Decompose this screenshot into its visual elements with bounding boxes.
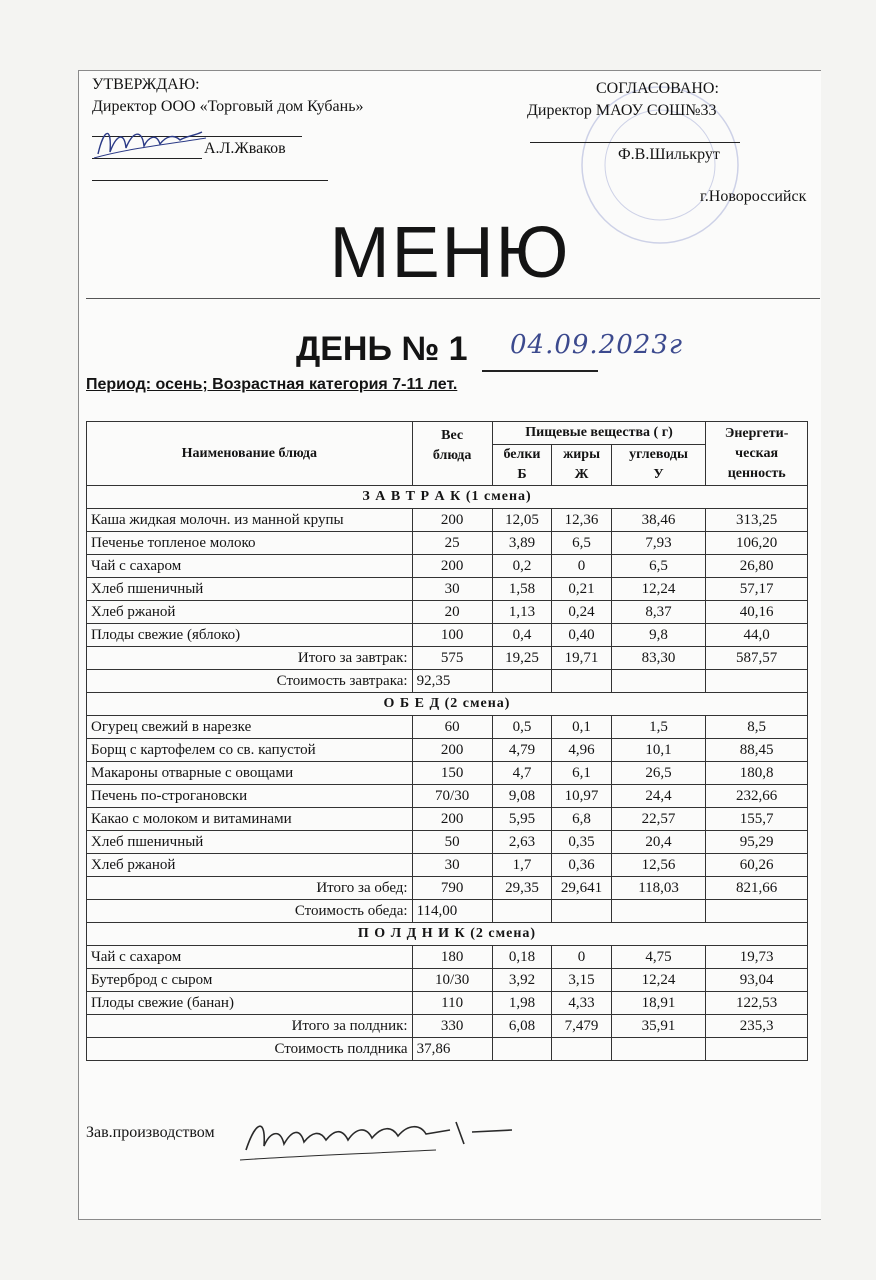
total-p: 19,25 bbox=[492, 647, 552, 670]
dish-name: Какао с молоком и витаминами bbox=[87, 808, 413, 831]
cell-w: 30 bbox=[412, 854, 492, 877]
col-name: Наименование блюда bbox=[87, 422, 413, 486]
col-weight bbox=[412, 422, 492, 486]
dish-name: Каша жидкая молочн. из манной крупы bbox=[87, 509, 413, 532]
cell-p: 0,5 bbox=[492, 716, 552, 739]
cell-w: 20 bbox=[412, 601, 492, 624]
col-fat bbox=[552, 445, 612, 486]
col-weight-bottom: блюда bbox=[432, 448, 472, 463]
dish-name: Плоды свежие (банан) bbox=[87, 992, 413, 1015]
dish-name: Макароны отварные с овощами bbox=[87, 762, 413, 785]
total-label: Итого за полдник: bbox=[87, 1015, 413, 1038]
cell-f: 0,40 bbox=[552, 624, 612, 647]
page-title: МЕНЮ bbox=[329, 213, 571, 293]
cell-w: 25 bbox=[412, 532, 492, 555]
cell-c: 9,8 bbox=[611, 624, 705, 647]
cell-w: 150 bbox=[412, 762, 492, 785]
cell-f: 0 bbox=[552, 555, 612, 578]
cell-w: 200 bbox=[412, 739, 492, 762]
cell-c: 1,5 bbox=[611, 716, 705, 739]
cell-c: 4,75 bbox=[611, 946, 705, 969]
empty-cell bbox=[552, 900, 612, 923]
snack-section-title: П О Л Д Н И К (2 смена) bbox=[87, 923, 808, 946]
approve-name: А.Л.Жваков bbox=[204, 140, 286, 157]
approve-date-line bbox=[92, 180, 328, 181]
dish-name: Печень по-строгановски bbox=[87, 785, 413, 808]
dish-name: Плоды свежие (яблоко) bbox=[87, 624, 413, 647]
cell-c: 18,91 bbox=[611, 992, 705, 1015]
lunch-total-row bbox=[87, 877, 808, 900]
empty-cell bbox=[611, 1038, 705, 1061]
agree-role: Директор МАОУ СОШ№33 bbox=[527, 102, 717, 119]
total-p: 29,35 bbox=[492, 877, 552, 900]
total-label: Итого за завтрак: bbox=[87, 647, 413, 670]
cell-p: 1,7 bbox=[492, 854, 552, 877]
cell-f: 6,1 bbox=[552, 762, 612, 785]
day-label: ДЕНЬ № 1 bbox=[296, 330, 468, 368]
cost-value: 114,00 bbox=[412, 900, 492, 923]
dish-name: Хлеб пшеничный bbox=[87, 831, 413, 854]
total-w: 790 bbox=[412, 877, 492, 900]
col-carb-bottom: У bbox=[653, 467, 664, 482]
cell-e: 19,73 bbox=[706, 946, 808, 969]
total-w: 330 bbox=[412, 1015, 492, 1038]
cell-w: 180 bbox=[412, 946, 492, 969]
cell-f: 12,36 bbox=[552, 509, 612, 532]
cell-p: 0,18 bbox=[492, 946, 552, 969]
col-fat-bottom: Ж bbox=[574, 467, 589, 482]
title-divider bbox=[86, 298, 820, 299]
cell-w: 200 bbox=[412, 509, 492, 532]
cell-c: 10,1 bbox=[611, 739, 705, 762]
table-row bbox=[87, 509, 808, 532]
day-date: 04.09.2023г bbox=[510, 330, 684, 360]
agree-title: СОГЛАСОВАНО: bbox=[596, 80, 719, 97]
empty-cell bbox=[611, 670, 705, 693]
table-row bbox=[87, 601, 808, 624]
cell-p: 4,79 bbox=[492, 739, 552, 762]
col-carb-top: углеводы bbox=[629, 447, 688, 462]
cell-f: 6,8 bbox=[552, 808, 612, 831]
col-weight-top: Вес bbox=[441, 428, 464, 443]
cell-c: 26,5 bbox=[611, 762, 705, 785]
table-row bbox=[87, 762, 808, 785]
cell-p: 5,95 bbox=[492, 808, 552, 831]
cell-p: 1,98 bbox=[492, 992, 552, 1015]
empty-cell bbox=[552, 670, 612, 693]
empty-cell bbox=[611, 900, 705, 923]
cell-e: 122,53 bbox=[706, 992, 808, 1015]
cell-e: 88,45 bbox=[706, 739, 808, 762]
breakfast-section-title: З А В Т Р А К (1 смена) bbox=[87, 486, 808, 509]
cost-label: Стоимость завтрака: bbox=[87, 670, 413, 693]
table-row bbox=[87, 785, 808, 808]
col-energy-3: ценность bbox=[727, 465, 786, 481]
cell-e: 57,17 bbox=[706, 578, 808, 601]
col-energy-2: ческая bbox=[735, 445, 779, 461]
col-protein-bottom: Б bbox=[517, 467, 527, 482]
cell-e: 26,80 bbox=[706, 555, 808, 578]
dish-name: Чай с сахаром bbox=[87, 946, 413, 969]
cell-c: 12,24 bbox=[611, 969, 705, 992]
table-row bbox=[87, 808, 808, 831]
col-carb bbox=[611, 445, 705, 486]
cell-p: 3,92 bbox=[492, 969, 552, 992]
cell-e: 313,25 bbox=[706, 509, 808, 532]
cell-f: 0,35 bbox=[552, 831, 612, 854]
footer-label: Зав.производством bbox=[86, 1124, 215, 1141]
cell-e: 95,29 bbox=[706, 831, 808, 854]
lunch-cost-row bbox=[87, 900, 808, 923]
cell-c: 22,57 bbox=[611, 808, 705, 831]
col-energy bbox=[706, 422, 808, 486]
total-c: 118,03 bbox=[611, 877, 705, 900]
total-e: 821,66 bbox=[706, 877, 808, 900]
total-c: 83,30 bbox=[611, 647, 705, 670]
cell-w: 200 bbox=[412, 555, 492, 578]
header-row bbox=[87, 422, 808, 445]
empty-cell bbox=[492, 900, 552, 923]
approve-signature bbox=[90, 118, 210, 162]
empty-cell bbox=[492, 670, 552, 693]
cell-e: 232,66 bbox=[706, 785, 808, 808]
table-row bbox=[87, 555, 808, 578]
dish-name: Борщ с картофелем со св. капустой bbox=[87, 739, 413, 762]
snack-total-row bbox=[87, 1015, 808, 1038]
cell-p: 12,05 bbox=[492, 509, 552, 532]
cost-label: Стоимость обеда: bbox=[87, 900, 413, 923]
cell-c: 38,46 bbox=[611, 509, 705, 532]
cell-w: 100 bbox=[412, 624, 492, 647]
agree-signature-line bbox=[530, 142, 740, 143]
snack-section-row bbox=[87, 923, 808, 946]
cell-c: 12,56 bbox=[611, 854, 705, 877]
cell-f: 3,15 bbox=[552, 969, 612, 992]
table-row bbox=[87, 992, 808, 1015]
menu-body bbox=[87, 486, 808, 1061]
col-protein bbox=[492, 445, 552, 486]
total-c: 35,91 bbox=[611, 1015, 705, 1038]
empty-cell bbox=[552, 1038, 612, 1061]
lunch-section-title: О Б Е Д (2 смена) bbox=[87, 693, 808, 716]
table-row bbox=[87, 739, 808, 762]
cell-w: 50 bbox=[412, 831, 492, 854]
table-row bbox=[87, 854, 808, 877]
city: г.Новороссийск bbox=[700, 188, 807, 205]
col-protein-top: белки bbox=[503, 447, 541, 462]
cell-c: 8,37 bbox=[611, 601, 705, 624]
table-row bbox=[87, 831, 808, 854]
cell-f: 0,24 bbox=[552, 601, 612, 624]
cell-p: 0,2 bbox=[492, 555, 552, 578]
dish-name: Бутерброд с сыром bbox=[87, 969, 413, 992]
table-row bbox=[87, 624, 808, 647]
cell-w: 30 bbox=[412, 578, 492, 601]
cell-p: 0,4 bbox=[492, 624, 552, 647]
col-nutrients: Пищевые вещества ( г) bbox=[492, 422, 706, 445]
total-f: 29,641 bbox=[552, 877, 612, 900]
cost-value: 92,35 bbox=[412, 670, 492, 693]
cell-c: 7,93 bbox=[611, 532, 705, 555]
cell-e: 40,16 bbox=[706, 601, 808, 624]
approve-role: Директор ООО «Торговый дом Кубань» bbox=[92, 98, 364, 115]
table-row bbox=[87, 969, 808, 992]
cell-c: 6,5 bbox=[611, 555, 705, 578]
cell-f: 4,96 bbox=[552, 739, 612, 762]
snack-cost-row bbox=[87, 1038, 808, 1061]
cell-e: 155,7 bbox=[706, 808, 808, 831]
empty-cell bbox=[706, 670, 808, 693]
cell-e: 44,0 bbox=[706, 624, 808, 647]
table-row bbox=[87, 716, 808, 739]
cell-e: 106,20 bbox=[706, 532, 808, 555]
empty-cell bbox=[706, 1038, 808, 1061]
breakfast-total-row bbox=[87, 647, 808, 670]
col-fat-top: жиры bbox=[563, 447, 600, 462]
table-row bbox=[87, 532, 808, 555]
menu-table bbox=[86, 421, 808, 1061]
cell-e: 180,8 bbox=[706, 762, 808, 785]
col-energy-1: Энергети- bbox=[724, 425, 789, 441]
table-row bbox=[87, 578, 808, 601]
dish-name: Огурец свежий в нарезке bbox=[87, 716, 413, 739]
empty-cell bbox=[492, 1038, 552, 1061]
empty-cell bbox=[706, 900, 808, 923]
cell-f: 0 bbox=[552, 946, 612, 969]
cell-p: 1,58 bbox=[492, 578, 552, 601]
dish-name: Печенье топленое молоко bbox=[87, 532, 413, 555]
cell-p: 2,63 bbox=[492, 831, 552, 854]
table-row bbox=[87, 946, 808, 969]
cell-w: 10/30 bbox=[412, 969, 492, 992]
breakfast-section-row bbox=[87, 486, 808, 509]
cell-c: 12,24 bbox=[611, 578, 705, 601]
approve-title: УТВЕРЖДАЮ: bbox=[92, 76, 200, 93]
cell-f: 10,97 bbox=[552, 785, 612, 808]
cell-w: 60 bbox=[412, 716, 492, 739]
total-p: 6,08 bbox=[492, 1015, 552, 1038]
dish-name: Хлеб ржаной bbox=[87, 854, 413, 877]
total-label: Итого за обед: bbox=[87, 877, 413, 900]
breakfast-cost-row bbox=[87, 670, 808, 693]
cell-f: 4,33 bbox=[552, 992, 612, 1015]
lunch-section-row bbox=[87, 693, 808, 716]
cell-w: 200 bbox=[412, 808, 492, 831]
agree-name: Ф.В.Шилькрут bbox=[618, 146, 720, 163]
dish-name: Чай с сахаром bbox=[87, 555, 413, 578]
period-line: Период: осень; Возрастная категория 7-11 лет. bbox=[86, 376, 458, 393]
total-w: 575 bbox=[412, 647, 492, 670]
cell-f: 0,21 bbox=[552, 578, 612, 601]
cell-e: 93,04 bbox=[706, 969, 808, 992]
cost-value: 37,86 bbox=[412, 1038, 492, 1061]
cell-p: 9,08 bbox=[492, 785, 552, 808]
cell-p: 1,13 bbox=[492, 601, 552, 624]
dish-name: Хлеб пшеничный bbox=[87, 578, 413, 601]
cell-f: 0,36 bbox=[552, 854, 612, 877]
cell-p: 3,89 bbox=[492, 532, 552, 555]
dish-name: Хлеб ржаной bbox=[87, 601, 413, 624]
cell-p: 4,7 bbox=[492, 762, 552, 785]
total-e: 587,57 bbox=[706, 647, 808, 670]
cell-e: 8,5 bbox=[706, 716, 808, 739]
production-signature bbox=[236, 1110, 516, 1170]
cell-w: 110 bbox=[412, 992, 492, 1015]
day-underline bbox=[482, 370, 598, 372]
cell-f: 0,1 bbox=[552, 716, 612, 739]
total-f: 7,479 bbox=[552, 1015, 612, 1038]
cost-label: Стоимость полдника bbox=[87, 1038, 413, 1061]
total-e: 235,3 bbox=[706, 1015, 808, 1038]
cell-e: 60,26 bbox=[706, 854, 808, 877]
cell-f: 6,5 bbox=[552, 532, 612, 555]
cell-w: 70/30 bbox=[412, 785, 492, 808]
cell-c: 20,4 bbox=[611, 831, 705, 854]
cell-c: 24,4 bbox=[611, 785, 705, 808]
total-f: 19,71 bbox=[552, 647, 612, 670]
